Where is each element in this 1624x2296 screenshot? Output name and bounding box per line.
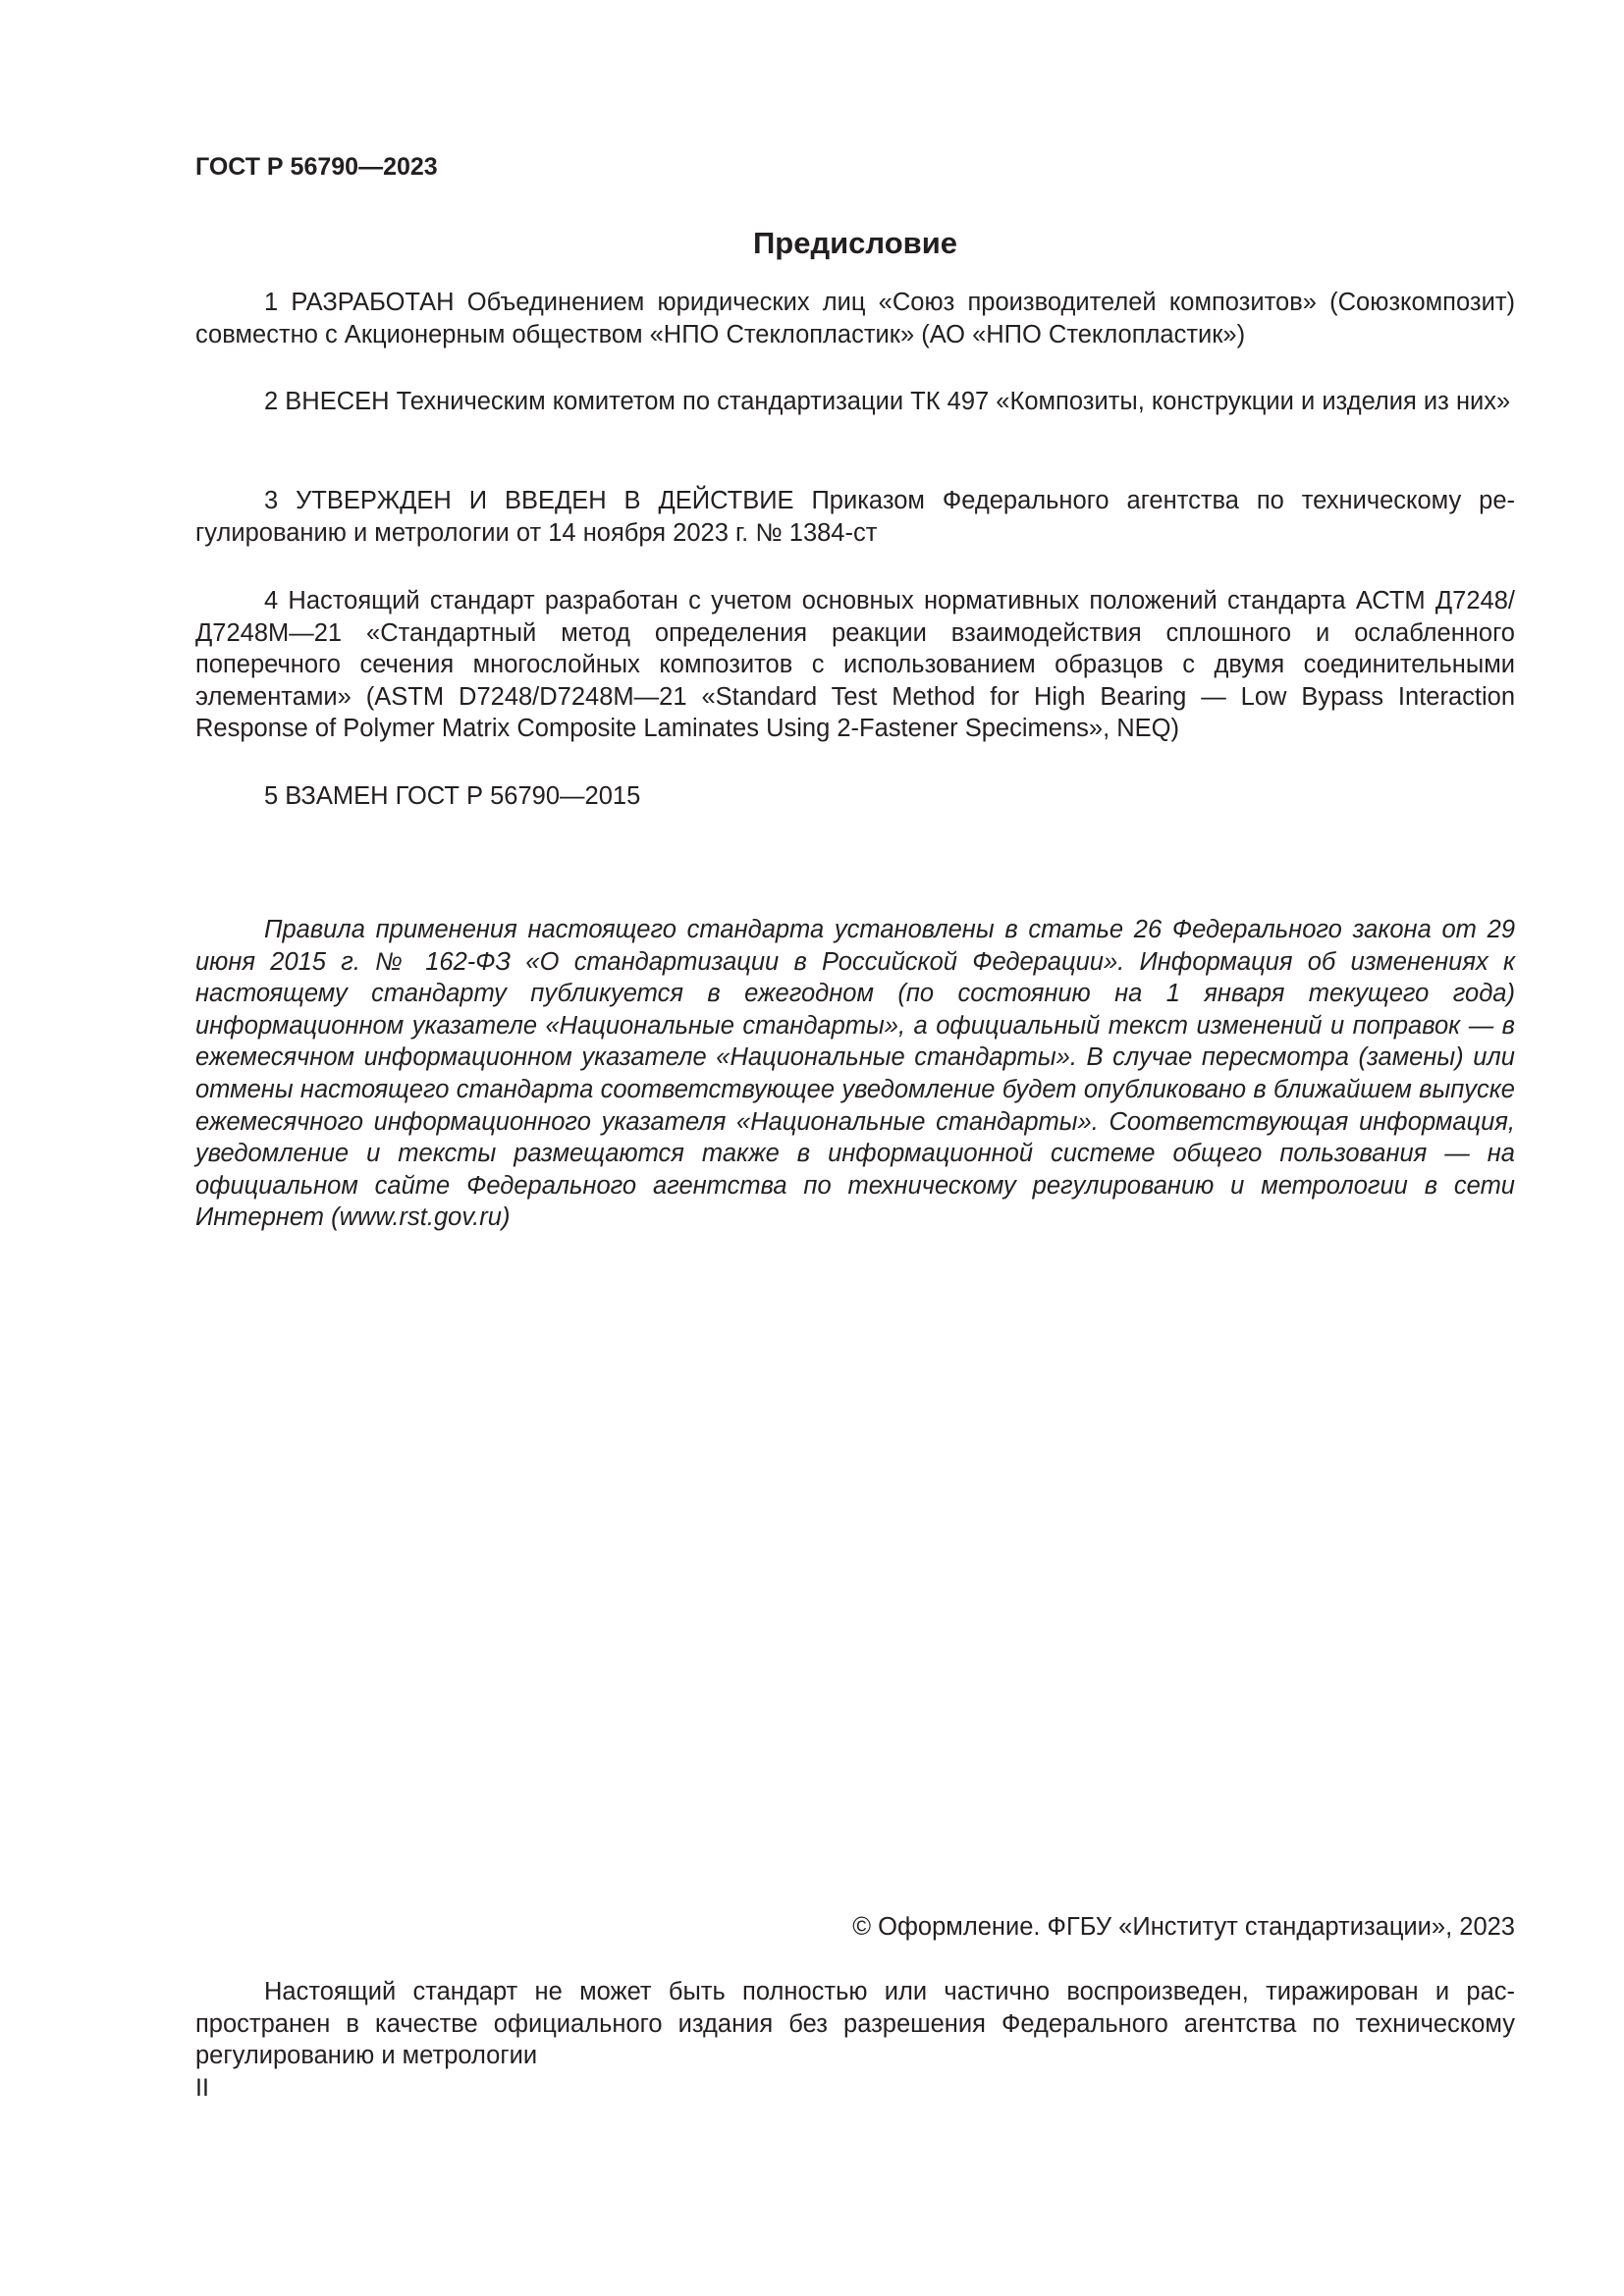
foreword-item-4: 4 Настоящий стандарт разработан с учетом основных нормативных положений стандарта АСТМ Д7248/Д7248М—21 «Стандартный метод определения реакции взаимодействия сплошного и ослабленного поперечного сечения многослойных композитов с использованием образцов с двумя соединительными элементами» (ASTM D7248/D7248M—21 «Standard Test Method for High Bearing — Low Bypass Interaction Response of Polymer Matrix Composite Laminates Using 2-Fastener Specimens», NEQ): [195, 587, 1515, 742]
foreword-item-5: 5 ВЗАМЕН ГОСТ Р 56790—2015: [264, 782, 641, 810]
copyright-line: © Оформление. ФГБУ «Институт стандартизации», 2023: [852, 1913, 1515, 1941]
page-title: Предисловие: [752, 226, 957, 260]
foreword-item-3: 3 УТВЕРЖДЕН И ВВЕДЕН В ДЕЙСТВИЕ Приказом Федерального агентства по техническому регулированию и метрологии от 14 ноября 2023 г. № 1384-ст: [195, 487, 1515, 547]
reproduction-notice: Настоящий стандарт не может быть полностью или частично воспроизведен, тиражирован и распространен в качестве официального издания без разрешения Федерального агентства по техническому регулированию и метрологии: [195, 1978, 1515, 2069]
foreword-item-1: 1 РАЗРАБОТАН Объединением юридических лиц «Союз производителей композитов» (Союзкомпозит) совместно с Акционерным обществом «НПО Стеклопластик» (АО «НПО Стеклопластик»): [195, 289, 1515, 348]
foreword-item-2: 2 ВНЕСЕН Техническим комитетом по стандартизации ТК 497 «Композиты, конструкции и изделия из них»: [264, 388, 1511, 415]
application-rules-notice: Правила применения настоящего стандарта установлены в статье 26 Федерального закона от 29 июня 2015 г. № 162-ФЗ «О стандартизации в Российской Федерации». Информация об изменениях к настоящему стандарту публикуется в ежегодном (по состоянию на 1 января текущего года) информационном указателе «Национальные стандарты», а официальный текст изменений и поправок — в ежемесячном информационном указателе «Национальные стандарты». В случае пересмотра (замены) или отмены настоящего стандарта соответствующее уведомление будет опубликовано в ближайшем выпуске ежемесячного информационного указателя «Национальные стандарты». Соответствующая информация, уведомление и тексты размещаются также в информационной системе общего пользования — на официальном сайте Федерального агентства по техническому регулированию и метрологии в сети Интернет (www.rst.gov.ru): [195, 916, 1515, 1232]
page-number: II: [195, 2074, 209, 2102]
document-header: ГОСТ Р 56790—2023: [195, 153, 438, 181]
